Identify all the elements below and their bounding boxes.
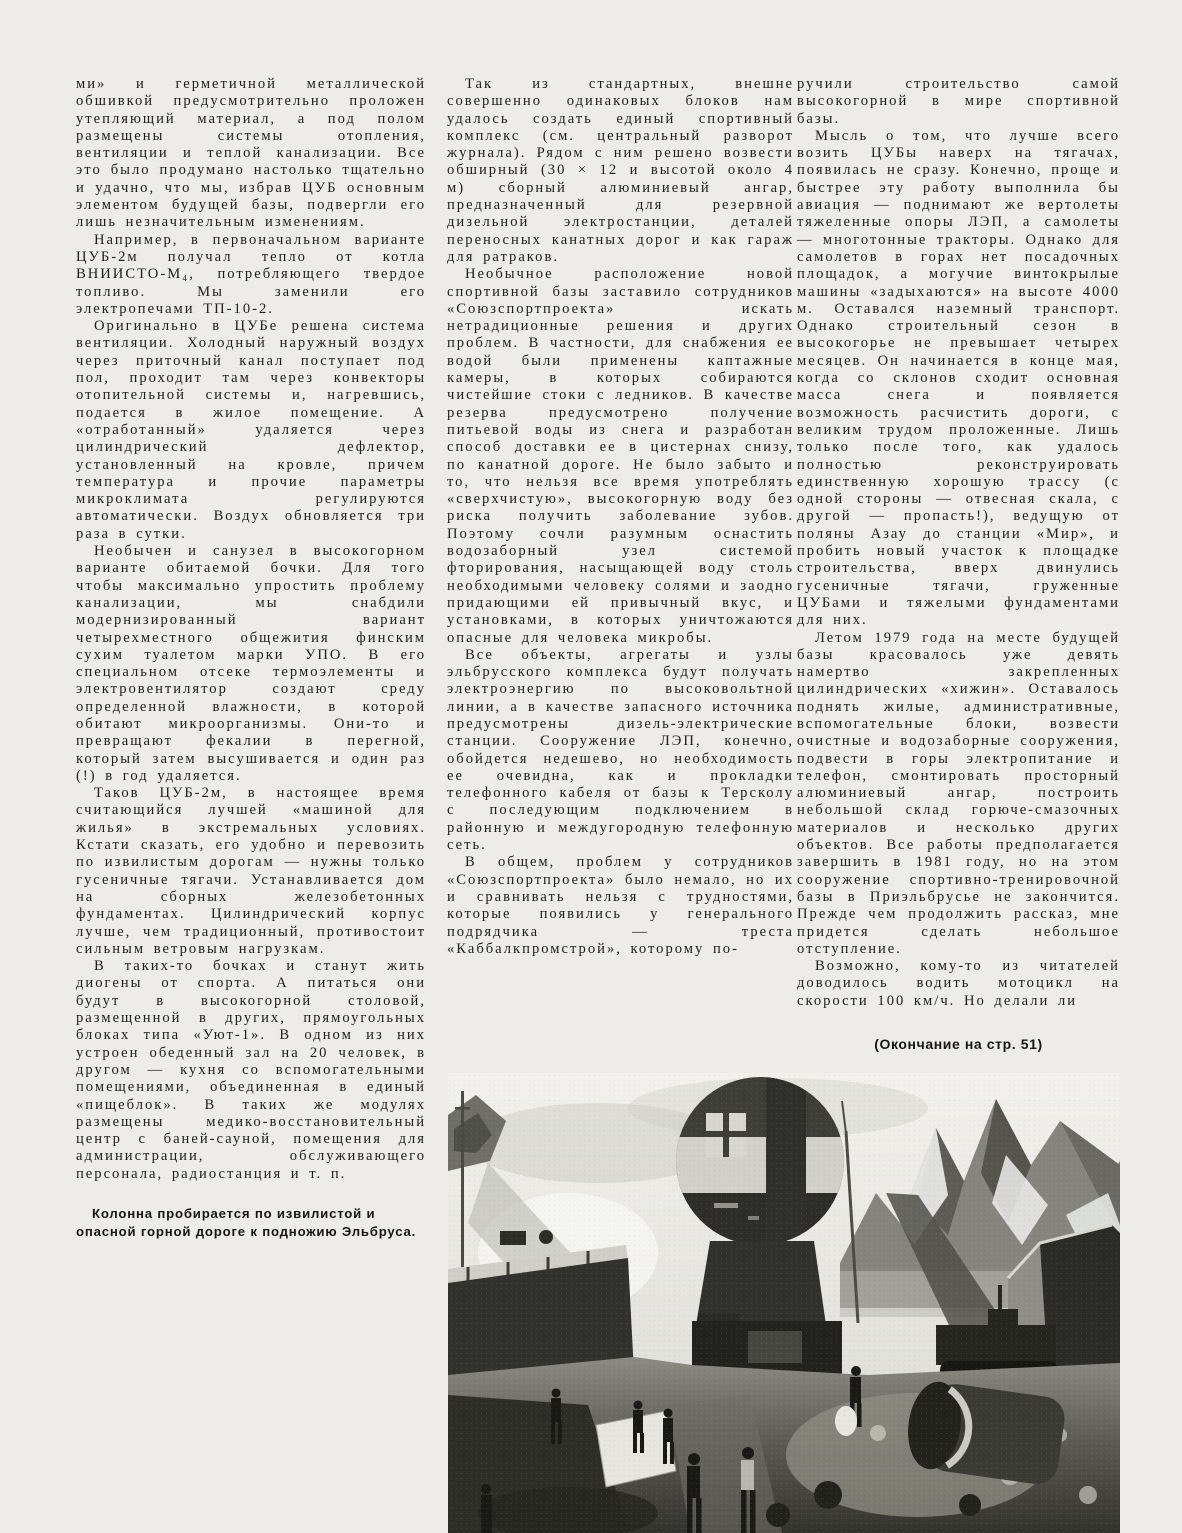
text-column-1 [76,76,426,1240]
paragraph: Необычное расположение новой спортивной базы заставило сотрудников «Союзспортпроекта» искать нетрадиционные решения и других проблем. В частности, для снабжения ее водой были применены каптажные камеры, в которых собираются чистейшие стоки с ледников. В качестве резерва предусмотрено получение питьевой воды из снега и разработан способ доставки ее в цистернах снизу, по канатной дороге. Не было забыто и то, что нельзя все время употреблять «сверхчистую», высокогорную воду без риска получить заболевание зубов. Поэтому сочли разумным оснастить водозаборный узел системой фторирования, насыщающей воду столь необходимыми человеку солями и заодно придающими ей привычный вкус, и установками, в которых уничтожаются опасные для человека микробы. [447,266,794,646]
paragraph: ручили строительство самой высокогорной в мире спортивной базы. [797,76,1120,127]
paragraph: Возможно, кому-то из читателей доводилось водить мотоцикл на скорости 100 км/ч. Но делали ли [797,958,1120,1009]
photo-illustration [448,1073,1120,1533]
paragraph: В таких-то бочках и станут жить диогены от спорта. А питаться они будут в высокогорной столовой, размещенной в других, прямоугольных блоках типа «Уют-1». В одном из них устроен обеденный зал на 20 человек, в другом — кухня со вспомогательными помещениями, объединенная в единый «пищеблок». В таких же модулях размещены медико-восстановительный центр с баней-сауной, помещения для администрации, обслуживающего персонала, радиостанция и т. п. [76,958,426,1182]
paragraph: Мысль о том, что лучше всего возить ЦУБы наверх на тягачах, появилась не сразу. Конечно, проще и быстрее эту работу выполнила бы авиация — поднимают же вертолеты тяжеленные опоры ЛЭП, а самолеты — многотонные тракторы. Однако для самолетов в горах нет посадочных площадок, а могучие винтокрылые машины «задыхаются» на высоте 4000 м. Оставался наземный транспорт. Однако строительный сезон в высокогорье не превышает четырех месяцев. Он начинается в конце мая, когда со склонов сходит основная масса снега и появляется возможность расчистить дороги, с великим трудом проложенные. Лишь только после того, как удалось полностью реконструировать единственную хорошую трассу (с одной стороны — отвесная скала, с другой — пропасть!), ведущую от поляны Азау до станции «Мир», и пробить новый участок к площадке строительства, вверх двинулись гусеничные тягачи, груженные ЦУБами и тяжелыми фундаментами для них. [797,127,1120,629]
paragraph: Все объекты, агрегаты и узлы эльбрусского комплекса будут получать электроэнергию по высоковольтной линии, а в качестве запасного источника предусмотрены дизель-электрические станции. Сооружение ЛЭП, конечно, обойдется недешево, но необходимость ее очевидна, как и прокладки телефонного кабеля от базы к Терсколу с последующим подключением в районную и междугородную телефонную сеть. [447,646,794,854]
paragraph: Например, в первоначальном варианте ЦУБ-2м получал тепло от котла ВНИИСТО-М₄, потребляющего твердое топливо. Мы заменили его электропечами ТП-10-2. [76,231,426,317]
paragraph: Летом 1979 года на месте будущей базы красовалось уже девять намертво закрепленных цилиндрических «хижин». Оставалось поднять жилые, административные, вспомогательные блоки, возвести очистные и водозаборные сооружения, подвести в горы электропитание и телефон, смонтировать просторный алюминиевый ангар, построить небольшой склад горюче-смазочных материалов и несколько других объектов. Все работы предполагается завершить в 1981 году, но на этом сооружение спортивно-тренировочной базы в Приэльбрусье не закончится. Прежде чем продолжить рассказ, мне придется сделать небольшое отступление. [797,629,1120,957]
paragraph: Таков ЦУБ-2м, в настоящее время считающийся лучшей «машиной для жилья» в экстремальных условиях. Кстати сказать, его удобно и перевозить по извилистым дорогам — нужны только гусеничные тягачи. Устанавливается дом на сборных железобетонных фундаментах. Цилиндрический корпус лучше, чем традиционный, противостоит сильным ветровым нагрузкам. [76,785,426,957]
paragraph: Необычен и санузел в высокогорном варианте обитаемой бочки. Для того чтобы максимально упростить проблему канализации, мы снабдили модернизированный вариант четырехместного общежития финским сухим туалетом марки УПО. В его специальном отсеке термоэлементы и электровентилятор создают среду определенной влажности, в которой обитают микроорганизмы. Они-то и превращают фекалии в перегной, который затем высушивается и один раз (!) в год удаляется. [76,543,426,784]
photo-grain [448,1073,1120,1533]
construction-photo [448,1073,1120,1533]
paragraph: В общем, проблем у сотрудников «Союзспортпроекта» было немало, но их и сравнивать нельзя с трудностями, которые появились у генерального подрядчика — треста «Каббалкпромстрой», которому по- [447,854,794,957]
paragraph: ми» и герметичной металлической обшивкой предусмотрительно проложен утепляющий материал, а под полом размещены системы отопления, вентиляции и теплой канализации. Все это было продумано настолько тщательно и удачно, что мы, избрав ЦУБ основным элементом будущей базы, подвергли его лишь незначительным изменениям. [76,76,426,231]
text-column-2 [447,76,794,958]
text-column-3 [797,76,1120,1052]
photo-caption: Колонна пробирается по извилистой и опасной горной дороге к подножию Эльбруса. [76,1206,417,1239]
paragraph: Так из стандартных, внешне совершенно одинаковых блоков нам удалось создать единый спортивный комплекс (см. центральный разворот журнала). Рядом с ним решено возвести обширный (30 × 12 и высотой около 4 м) сборный алюминиевый ангар, предназначенный для резервной дизельной электростанции, деталей переносных канатных дорог и как гараж для ратраков. [447,76,794,265]
continuation-note: (Окончание на стр. 51) [874,1036,1043,1053]
paragraph: Оригинально в ЦУБе решена система вентиляции. Холодный наружный воздух через приточный канал поступает под пол, проходит там через конвекторы отопительной системы и, нагревшись, подается в жилое помещение. А «отработанный» удаляется через цилиндрический дефлектор, установленный на кровле, причем температура и прочие параметры микроклимата регулируются автоматически. Воздух обновляется три раза в сутки. [76,318,426,542]
